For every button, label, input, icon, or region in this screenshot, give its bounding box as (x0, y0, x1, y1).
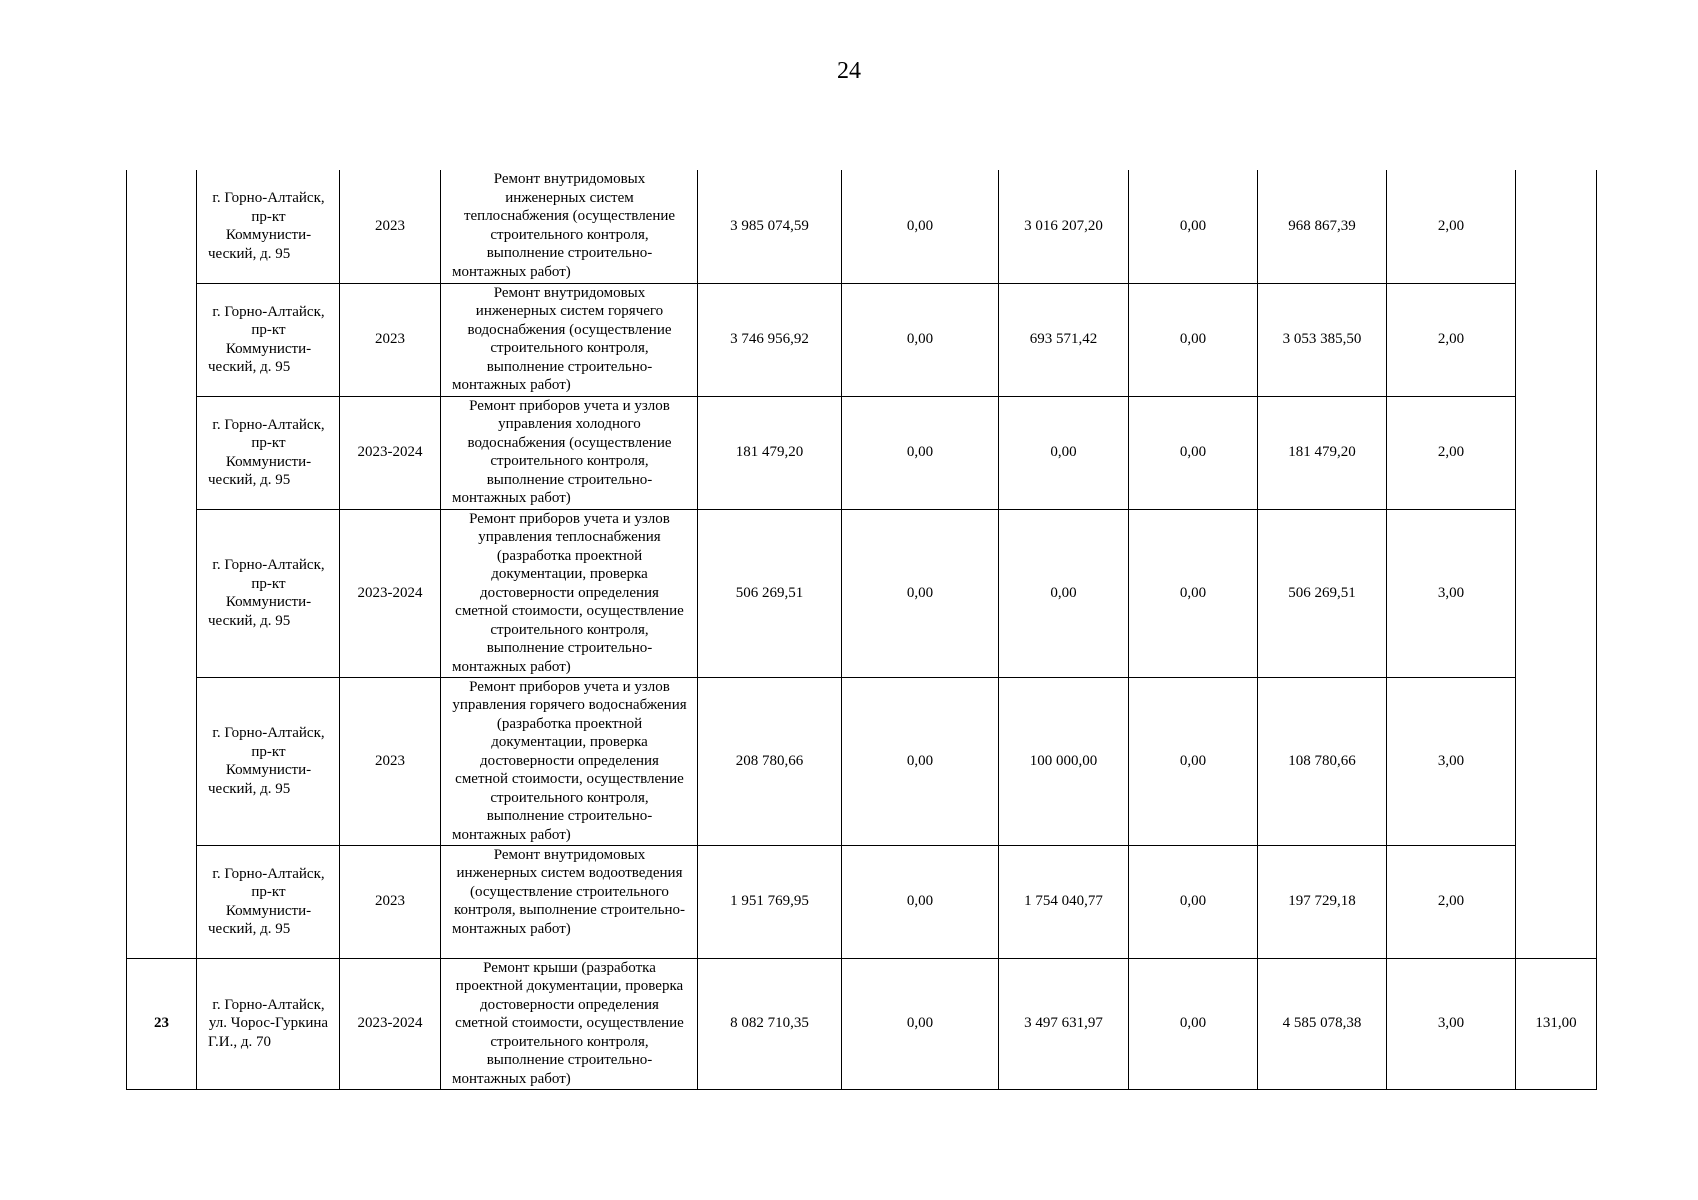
total-cost-cell: 208 780,66 (698, 677, 842, 845)
period-cell: 2023-2024 (340, 958, 441, 1089)
fund-cell: 0,00 (842, 958, 999, 1089)
extra-cell (1516, 170, 1597, 958)
municipal-budget-cell: 0,00 (1129, 170, 1258, 283)
address-cell: г. Горно-Алтайск, пр-кт Коммунисти-ческий, д. 95 (197, 170, 340, 283)
fund-cell: 0,00 (842, 170, 999, 283)
rate-cell: 2,00 (1387, 283, 1516, 396)
republic-budget-cell: 1 754 040,77 (999, 845, 1129, 958)
period-cell: 2023 (340, 677, 441, 845)
number-cell (127, 845, 197, 958)
work-description-cell: Ремонт внутридомовых инженерных систем водоотведения (осуществление строительного контроля, выполнение строительно-монтажных работ) (441, 845, 698, 958)
owners-funds-cell: 968 867,39 (1258, 170, 1387, 283)
rate-cell: 3,00 (1387, 677, 1516, 845)
fund-cell: 0,00 (842, 396, 999, 509)
table-row (127, 396, 1597, 509)
period-cell: 2023-2024 (340, 509, 441, 677)
address-cell: г. Горно-Алтайск, пр-кт Коммунисти-ческий, д. 95 (197, 396, 340, 509)
period-cell: 2023 (340, 845, 441, 958)
republic-budget-cell: 3 497 631,97 (999, 958, 1129, 1089)
number-cell: 23 (127, 958, 197, 1089)
rate-cell: 2,00 (1387, 396, 1516, 509)
rate-cell: 3,00 (1387, 509, 1516, 677)
total-cost-cell: 3 985 074,59 (698, 170, 842, 283)
work-description-cell: Ремонт приборов учета и узлов управления теплоснабжения (разработка проектной документации, проверка достоверности определения сметной стоимости, осуществление строительного контроля, выполнение строительно-монтажных работ) (441, 509, 698, 677)
total-cost-cell: 8 082 710,35 (698, 958, 842, 1089)
table-row (127, 170, 1597, 283)
number-cell (127, 170, 197, 283)
address-cell: г. Горно-Алтайск, ул. Чорос-Гуркина Г.И., д. 70 (197, 958, 340, 1089)
municipal-budget-cell: 0,00 (1129, 509, 1258, 677)
republic-budget-cell: 693 571,42 (999, 283, 1129, 396)
municipal-budget-cell: 0,00 (1129, 845, 1258, 958)
address-cell: г. Горно-Алтайск, пр-кт Коммунисти-ческий, д. 95 (197, 283, 340, 396)
rate-cell: 2,00 (1387, 845, 1516, 958)
fund-cell: 0,00 (842, 845, 999, 958)
number-cell (127, 677, 197, 845)
work-description-cell: Ремонт приборов учета и узлов управления горячего водоснабжения (разработка проектной документации, проверка достоверности определения сметной стоимости, осуществление строительного контроля, выполнение строительно-монтажных работ) (441, 677, 698, 845)
fund-cell: 0,00 (842, 283, 999, 396)
municipal-budget-cell: 0,00 (1129, 283, 1258, 396)
table-row (127, 509, 1597, 677)
table-row (127, 283, 1597, 396)
extra-cell: 131,00 (1516, 958, 1597, 1089)
republic-budget-cell: 100 000,00 (999, 677, 1129, 845)
municipal-budget-cell: 0,00 (1129, 677, 1258, 845)
period-cell: 2023 (340, 283, 441, 396)
work-description-cell: Ремонт внутридомовых инженерных систем горячего водоснабжения (осуществление строительного контроля, выполнение строительно-монтажных работ) (441, 283, 698, 396)
republic-budget-cell: 0,00 (999, 396, 1129, 509)
owners-funds-cell: 197 729,18 (1258, 845, 1387, 958)
work-description-cell: Ремонт приборов учета и узлов управления холодного водоснабжения (осуществление строительного контроля, выполнение строительно-монтажных работ) (441, 396, 698, 509)
rate-cell: 2,00 (1387, 170, 1516, 283)
republic-budget-cell: 0,00 (999, 509, 1129, 677)
work-description-cell: Ремонт крыши (разработка проектной документации, проверка достоверности определения сметной стоимости, осуществление строительного контроля, выполнение строительно-монтажных работ) (441, 958, 698, 1089)
address-cell: г. Горно-Алтайск, пр-кт Коммунисти-ческий, д. 95 (197, 845, 340, 958)
republic-budget-cell: 3 016 207,20 (999, 170, 1129, 283)
owners-funds-cell: 3 053 385,50 (1258, 283, 1387, 396)
work-description-cell: Ремонт внутридомовых инженерных систем теплоснабжения (осуществление строительного контроля, выполнение строительно-монтажных работ) (441, 170, 698, 283)
address-cell: г. Горно-Алтайск, пр-кт Коммунисти-ческий, д. 95 (197, 509, 340, 677)
total-cost-cell: 3 746 956,92 (698, 283, 842, 396)
total-cost-cell: 506 269,51 (698, 509, 842, 677)
owners-funds-cell: 506 269,51 (1258, 509, 1387, 677)
table-row (127, 845, 1597, 958)
total-cost-cell: 181 479,20 (698, 396, 842, 509)
period-cell: 2023-2024 (340, 396, 441, 509)
repair-program-table (126, 170, 1597, 1090)
number-cell (127, 283, 197, 396)
fund-cell: 0,00 (842, 677, 999, 845)
period-cell: 2023 (340, 170, 441, 283)
owners-funds-cell: 181 479,20 (1258, 396, 1387, 509)
owners-funds-cell: 108 780,66 (1258, 677, 1387, 845)
address-cell: г. Горно-Алтайск, пр-кт Коммунисти-ческий, д. 95 (197, 677, 340, 845)
table-row (127, 677, 1597, 845)
table-row (127, 958, 1597, 1089)
municipal-budget-cell: 0,00 (1129, 396, 1258, 509)
number-cell (127, 509, 197, 677)
owners-funds-cell: 4 585 078,38 (1258, 958, 1387, 1089)
fund-cell: 0,00 (842, 509, 999, 677)
rate-cell: 3,00 (1387, 958, 1516, 1089)
municipal-budget-cell: 0,00 (1129, 958, 1258, 1089)
page-number: 24 (837, 58, 861, 84)
number-cell (127, 396, 197, 509)
total-cost-cell: 1 951 769,95 (698, 845, 842, 958)
